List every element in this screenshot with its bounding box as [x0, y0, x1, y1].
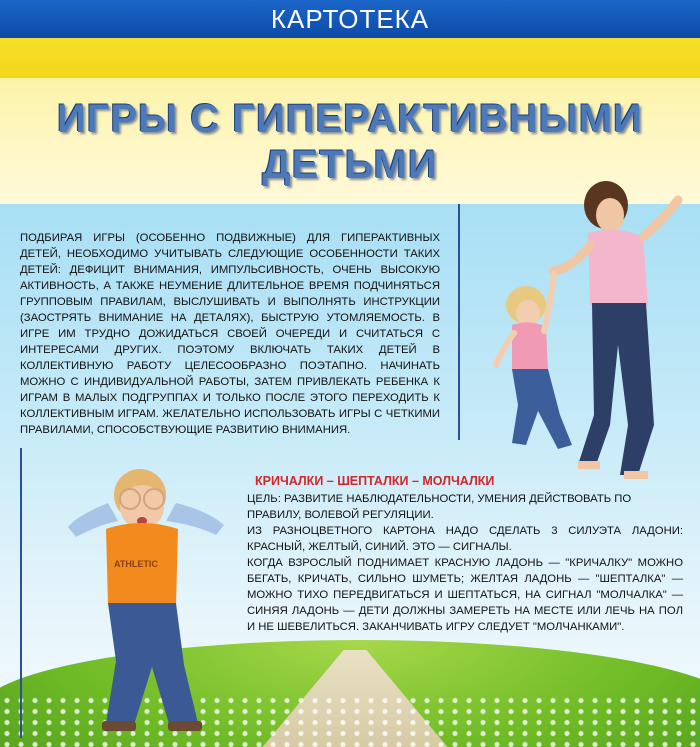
girl-figure — [496, 273, 572, 449]
game-rules-paragraph-1: ИЗ РАЗНОЦВЕТНОГО КАРТОНА НАДО СДЕЛАТЬ 3 СИЛУЭТА ЛАДОНИ: КРАСНЫЙ, ЖЕЛТЫЙ, СИНИЙ. ЭТО — СИГНАЛЫ. — [247, 525, 683, 553]
boy-figure — [68, 469, 224, 731]
family-photo — [478, 175, 700, 505]
intro-paragraph: ПОДБИРАЯ ИГРЫ (ОСОБЕННО ПОДВИЖНЫЕ) ДЛЯ ГИПЕРАКТИВНЫХ ДЕТЕЙ, НЕОБХОДИМО УЧИТЫВАТЬ СЛЕДУЮЩИЕ ОСОБЕННОСТИ ТАКИХ ДЕТЕЙ: ДЕФИЦИТ ВНИМАНИЯ, ИМПУЛЬСИВНОСТЬ, ОЧЕНЬ ВЫСОКУЮ АКТИВНОСТЬ, А ТАКЖЕ НЕУМЕНИЕ ДЛИТЕЛЬНОЕ ВРЕМЯ ПОДЧИНЯТЬСЯ ГРУППОВЫМ ПРАВИЛАМ, ВЫСЛУШИВАТЬ И ВЫПОЛНЯТЬ ИНСТРУКЦИИ (ЗАОСТРЯТЬ ВНИМАНИЕ НА ДЕТАЛЯХ), БЫСТРУЮ УТОМЛЯЕМОСТЬ. В ИГРЕ ИМ ТРУДНО ДОЖИДАТЬСЯ СВОЕЙ ОЧЕРЕДИ И СЧИТАТЬСЯ С ИНТЕРЕСАМИ ДРУГИХ. ПОЭТОМУ ВКЛЮЧАТЬ ТАКИХ ДЕТЕЙ В КОЛЛЕКТИВНУЮ РАБОТУ ЦЕЛЕСООБРАЗНО ПОЭТАПНО. НАЧИНАТЬ МОЖНО С ИНДИВИДУАЛЬНОЙ РАБОТЫ, ЗАТЕМ ПРИВЛЕКАТЬ РЕБЕНКА К ИГРАМ В МАЛЫХ ПОДГРУППАХ И ТОЛЬКО ПОСЛЕ ЭТОГО ПЕРЕХОДИТЬ К КОЛЛЕКТИВНЫМ ИГРАМ. ЖЕЛАТЕЛЬНО ИСПОЛЬЗОВАТЬ ИГРЫ С ЧЕТКИМИ ПРАВИЛАМИ, СПОСОБСТВУЮЩИЕ РАЗВИТИЮ ВНИМАНИЯ. — [20, 232, 440, 436]
yellow-stripe — [0, 38, 700, 78]
page-title-line-1: ИГРЫ С ГИПЕРАКТИВНЫМИ — [57, 97, 643, 141]
boy-photo — [48, 455, 248, 740]
divider-vertical-right — [458, 204, 460, 440]
mother-figure — [553, 181, 678, 479]
page-title-line-2: ДЕТЬМИ — [262, 143, 438, 187]
game-goal: ЦЕЛЬ: РАЗВИТИЕ НАБЛЮДАТЕЛЬНОСТИ, УМЕНИЯ ДЕЙСТВОВАТЬ ПО ПРАВИЛУ, ВОЛЕВОЙ РЕГУЛЯЦИИ. — [247, 493, 632, 521]
game-rules — [247, 523, 683, 635]
divider-vertical-left — [20, 448, 22, 738]
svg-text:ATHLETIC: ATHLETIC — [114, 559, 158, 569]
game-title: КРИЧАЛКИ – ШЕПТАЛКИ – МОЛЧАЛКИ — [255, 474, 495, 488]
card-index-label: КАРТОТЕКА — [270, 4, 430, 34]
game-rules-paragraph-2: КОГДА ВЗРОСЛЫЙ ПОДНИМАЕТ КРАСНУЮ ЛАДОНЬ — "КРИЧАЛКУ" МОЖНО БЕГАТЬ, КРИЧАТЬ, СИЛЬНО ШУМЕТЬ; ЖЕЛТАЯ ЛАДОНЬ — "ШЕПТАЛКА" — МОЖНО ТИХО ПЕРЕДВИГАТЬСЯ И ШЕПТАТЬСЯ, НА СИГНАЛ "МОЛЧАЛКА" — СИНЯЯ ЛАДОНЬ — ДЕТИ ДОЛЖНЫ ЗАМЕРЕТЬ НА МЕСТЕ ИЛИ ЛЕЧЬ НА ПОЛ И НЕ ШЕВЕЛИТЬСЯ. ЗАКАНЧИВАТЬ ИГРУ СЛЕДУЕТ "МОЛЧАНКАМИ". — [247, 557, 683, 633]
